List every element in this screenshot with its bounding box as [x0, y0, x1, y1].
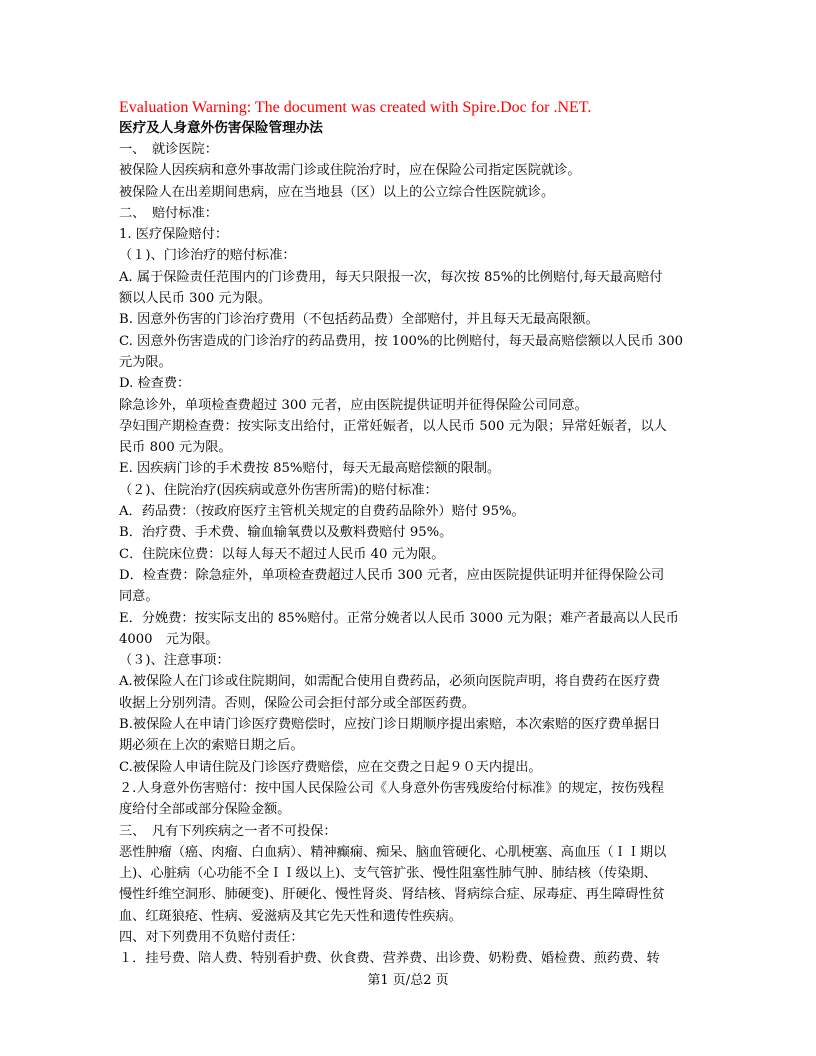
text-line: （１)、门诊治疗的赔付标准：	[119, 248, 296, 264]
document-body	[119, 98, 704, 970]
text-line: 慢性纤维空洞形、肺硬变)、肝硬化、慢性肾炎、肾结核、肾病综合症、尿毒症、再生障碍性贫	[119, 887, 665, 903]
text-line: 1. 医疗保险赔付：	[119, 227, 229, 243]
text-line: E. 因疾病门诊的手术费按 85%赔付，每天无最高赔偿额的限制。	[119, 461, 501, 477]
text-line: 孕妇围产期检查费：按实际支出给付，正常妊娠者，以人民币 500 元为限；异常妊娠者，以人	[119, 418, 667, 434]
text-line: 一、 就诊医院：	[119, 142, 218, 157]
text-line: 额以人民币 300 元为限。	[119, 291, 272, 307]
text-line: D．检查费：除急症外，单项检查费超过人民币 300 元者，应由医院提供证明并征得保险公司	[119, 567, 665, 583]
evaluation-warning: Evaluation Warning: The document was created with Spire.Doc for .NET.	[119, 99, 592, 116]
text-line: 被保险人因疾病和意外事故需门诊或住院治疗时，应在保险公司指定医院就诊。	[119, 163, 581, 179]
text-line: A. 属于保险责任范围内的门诊费用，每天只限报一次，每次按 85%的比例赔付,每天最高赔付	[119, 269, 663, 285]
text-line: D. 检查费：	[119, 376, 191, 392]
text-line: C.被保险人申请住院及门诊医疗费赔偿，应在交费之日起９０天内提出。	[119, 759, 542, 775]
text-line: 三、 凡有下列疾病之一者不可投保：	[119, 823, 337, 839]
text-line: １．挂号费、陪人费、特别看护费、伙食费、营养费、出诊费、奶粉费、婚检费、煎药费、转	[119, 951, 660, 967]
document-title: 医疗及人身意外伤害保险管理办法	[119, 120, 323, 136]
text-line: B.被保险人在申请门诊医疗费赔偿时，应按门诊日期顺序提出索赔，本次索赔的医疗费单据日	[119, 717, 661, 733]
text-line: 民币 800 元为限。	[119, 440, 232, 456]
text-line: 除急诊外，单项检查费超过 300 元者，应由医院提供证明并征得保险公司同意。	[119, 397, 588, 413]
text-line: 上)、心脏病（心功能不全ＩＩ级以上)、支气管扩张、慢性阻塞性肺气肿、肺结核（传染期、	[119, 866, 657, 882]
page-footer: 第1 页/总2 页	[367, 973, 449, 988]
text-line: 元为限。	[119, 354, 172, 370]
text-line: 血、红斑狼疮、性病、爱滋病及其它先天性和遗传性疾病。	[119, 908, 462, 924]
text-line: A.被保险人在门诊或住院期间，如需配合使用自费药品，必须向医院声明，将自费药在医疗费	[119, 674, 661, 690]
text-line: 期必须在上次的索赔日期之后。	[119, 738, 304, 754]
text-line: 收据上分别列清。否则，保险公司会拒付部分或全部医药费。	[119, 695, 476, 711]
text-line: B．治疗费、手术费、输血输氧费以及敷料费赔付 95%。	[119, 525, 453, 541]
text-line: A．药品费：（按政府医疗主管机关规定的自费药品除外）赔付 95%。	[119, 504, 525, 520]
text-line: （２)、住院治疗(因疾病或意外伤害所需)的赔付标准：	[119, 482, 438, 498]
text-line: 被保险人在出差期间患病，应在当地县（区）以上的公立综合性医院就诊。	[119, 184, 555, 200]
text-line: 同意。	[119, 589, 159, 605]
text-line: 恶性肿瘤（癌、肉瘤、白血病）、精神癫痫、痴呆、脑血管硬化、心肌梗塞、高血压（ＩＩ期以	[119, 844, 667, 860]
text-line: E．分娩费：按实际支出的 85%赔付。正常分娩者以人民币 3000 元为限；难产者最高以人民币	[119, 610, 679, 626]
paragraph-list	[119, 139, 704, 970]
text-line: 二、 赔付标准：	[119, 205, 218, 221]
text-line: 度给付全部或部分保险金额。	[119, 802, 291, 818]
text-line: C. 因意外伤害造成的门诊治疗的药品费用，按 100%的比例赔付，每天最高赔偿额以人民币 300	[119, 333, 684, 349]
text-line: （３)、注意事项：	[119, 653, 230, 669]
text-line: 4000 元为限。	[119, 631, 219, 647]
text-line: C．住院床位费：以每人每天不超过人民币 40 元为限。	[119, 546, 445, 562]
text-line: B. 因意外伤害的门诊治疗费用（不包括药品费）全部赔付，并且每天无最高限额。	[119, 312, 599, 328]
text-line: 四、对下列费用不负赔付责任：	[119, 929, 304, 945]
text-line: ２.人身意外伤害赔付：按中国人民保险公司《人身意外伤害残废给付标准》的规定，按伤残程	[119, 780, 664, 796]
